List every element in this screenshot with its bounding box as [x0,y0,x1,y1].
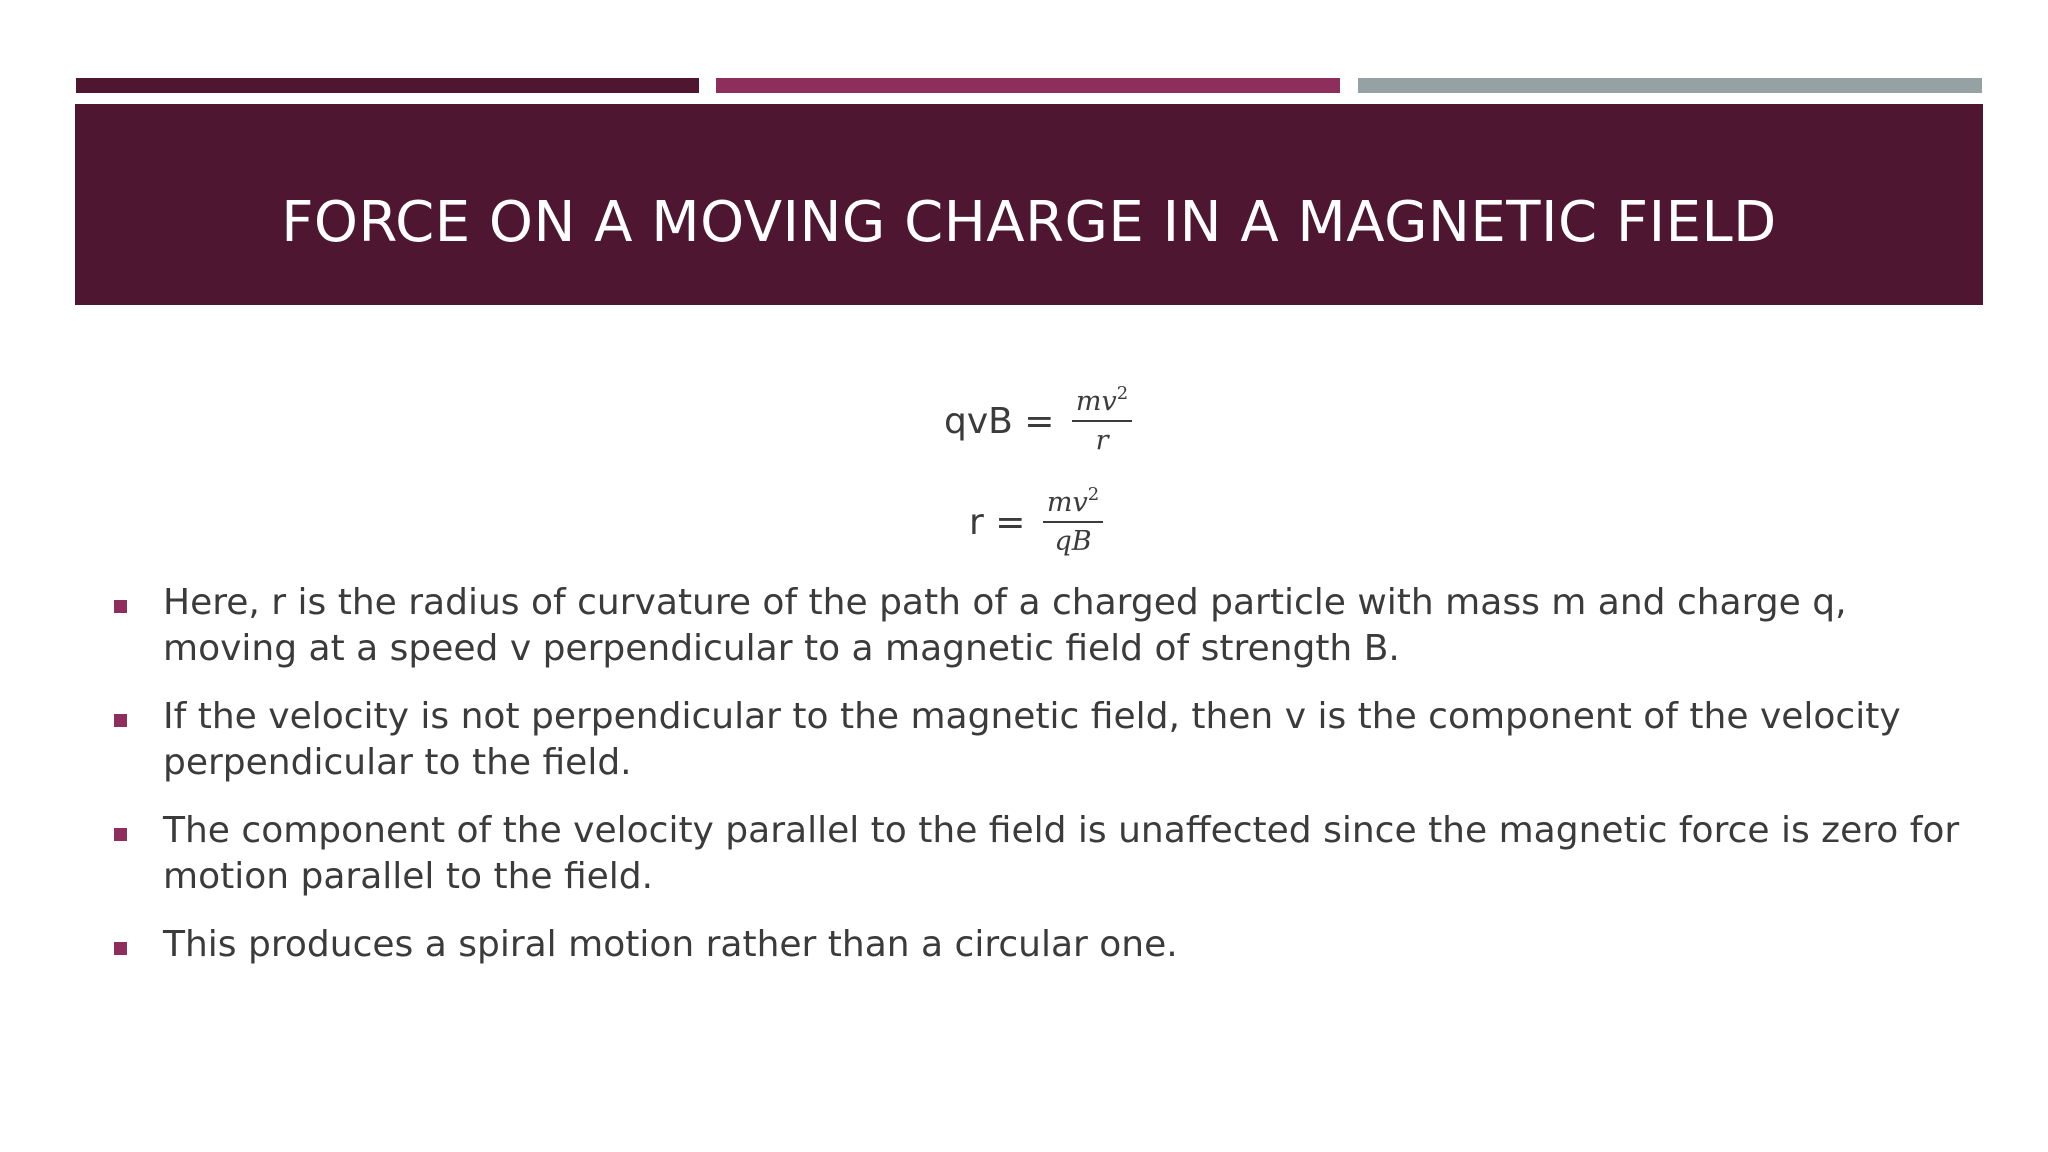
numerator-base: mv [1075,386,1117,417]
bullet-list [114,580,1974,990]
fraction-numerator [1072,385,1132,419]
equation-force-balance [944,385,1132,458]
bullet-text: If the velocity is not perpendicular to the magnetic field, then v is the component of the velocity perpendicular to the field. [163,696,1901,783]
list-item [114,922,1974,968]
slide-title: FORCE ON A MOVING CHARGE IN A MAGNETIC FIELD [281,190,1777,255]
numerator-base: mv [1046,487,1088,518]
bullet-text: Here, r is the radius of curvature of the path of a charged particle with mass m and charge q, moving at a speed v perpendicular to a magnetic field of strength B. [163,582,1847,669]
numerator-exponent: 2 [1116,383,1129,404]
fraction-numerator [1043,486,1103,520]
list-item [114,580,1974,672]
fraction-denominator: qB [1054,526,1092,557]
bullet-square-icon [114,714,127,727]
fraction [1072,385,1132,458]
fraction-bar [1043,521,1103,523]
accent-bar-magenta [716,78,1340,93]
title-band [75,104,1983,305]
equation-lhs: r = [969,502,1037,543]
fraction-denominator: r [1095,425,1109,456]
fraction-bar [1072,420,1132,422]
fraction [1043,486,1103,559]
numerator-exponent: 2 [1087,484,1100,505]
bullet-square-icon [114,828,127,841]
accent-bar-dark [76,78,699,93]
accent-bar-gray [1358,78,1982,93]
list-item [114,694,1974,786]
bullet-text: The component of the velocity parallel to the field is unaffected since the magnetic force is zero for motion parallel to the field. [163,810,1960,897]
list-item [114,808,1974,900]
equation-lhs: qvB = [944,401,1066,442]
bullet-text: This produces a spiral motion rather than a circular one. [163,924,1178,965]
bullet-square-icon [114,942,127,955]
bullet-square-icon [114,600,127,613]
equation-radius [969,486,1103,559]
